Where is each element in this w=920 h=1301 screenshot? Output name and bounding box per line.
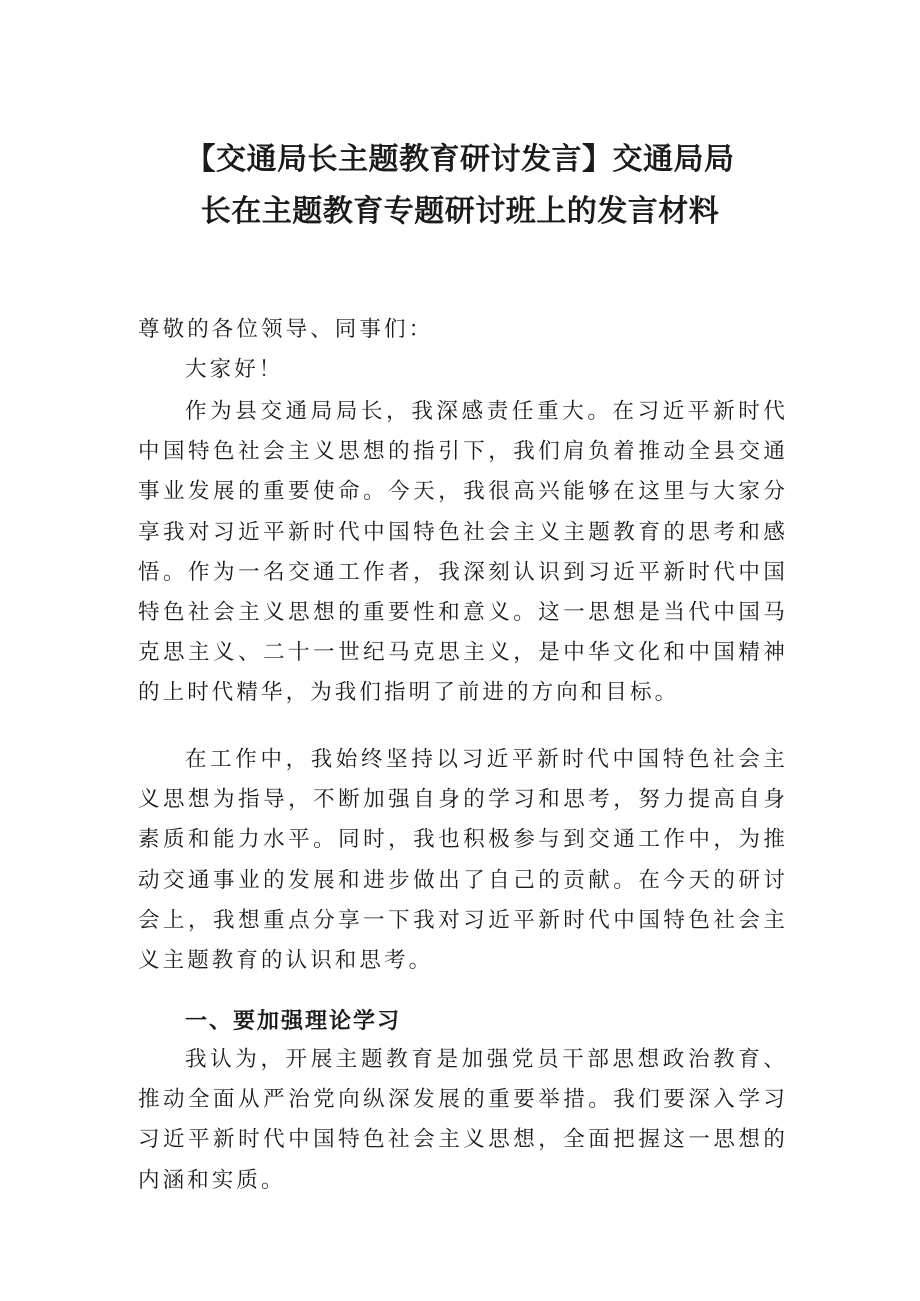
paragraph-3: 我认为，开展主题教育是加强党员干部思想政治教育、推动全面从严治党向纵深发展的重要举措。我们要深入学习习近平新时代中国特色社会主义思想，全面把握这一思想的内涵和实质。 (138, 1047, 788, 1193)
paragraph-1: 作为县交通局局长，我深感责任重大。在习近平新时代中国特色社会主义思想的指引下，我们肩负着推动全县交通事业发展的重要使命。今天，我很高兴能够在这里与大家分享我对习近平新时代中国特色社会主义主题教育的思考和感悟。作为一名交通工作者，我深刻认识到习近平新时代中国特色社会主义思想的重要性和意义。这一思想是当代中国马克思主义、二十一世纪马克思主义，是中华文化和中国精神的上时代精华，为我们指明了前进的方向和目标。 (138, 399, 788, 706)
salutation: 尊敬的各位领导、同事们： (138, 317, 434, 342)
paragraph-2: 在工作中，我始终坚持以习近平新时代中国特色社会主义思想为指导，不断加强自身的学习和思考，努力提高自身素质和能力水平。同时，我也积极参与到交通工作中，为推动交通事业的发展和进步做出了自己的贡献。在今天的研讨会上，我想重点分享一下我对习近平新时代中国特色社会主义主题教育的认识和思考。 (138, 747, 788, 974)
document-title-line-1: 【交通局长主题教育研讨发言】交通局局 (185, 142, 735, 177)
section-heading-1: 一、要加强理论学习 (185, 1009, 402, 1034)
document-title-line-2: 长在主题教育专题研讨班上的发言材料 (200, 194, 720, 229)
greeting: 大家好！ (185, 357, 284, 382)
